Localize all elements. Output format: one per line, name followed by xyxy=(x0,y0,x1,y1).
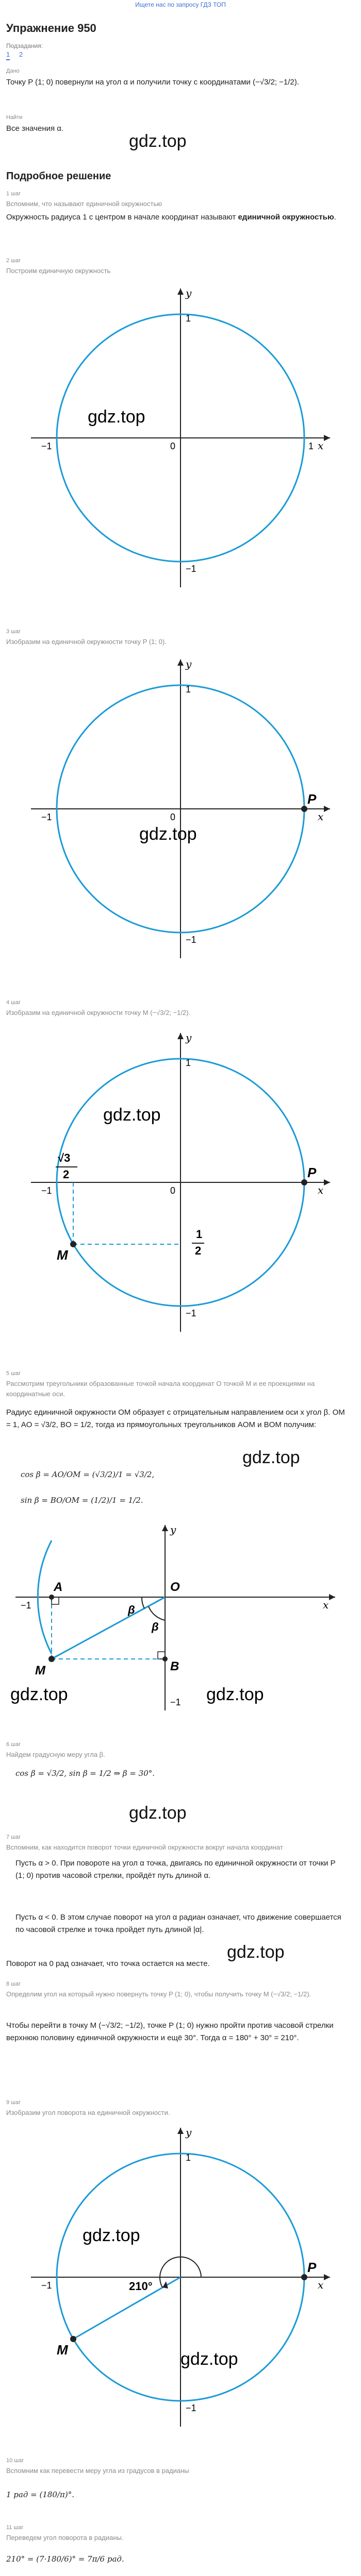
point-p-label: P xyxy=(307,1165,317,1180)
point-m-label: M xyxy=(57,1247,68,1263)
y-label: y xyxy=(186,287,192,299)
point-p-label: P xyxy=(307,2260,317,2275)
watermark: gdz.top xyxy=(129,131,187,151)
step-note: Переведем угол поворота в радианы. xyxy=(6,2534,124,2541)
step-text-bold: единичной окружностью xyxy=(238,213,334,222)
top-banner[interactable]: Ищете нас по запросу ГДЗ ТОП xyxy=(135,1,226,8)
x-axis-arrow-icon xyxy=(329,1594,335,1600)
y-one-label: 1 xyxy=(186,684,191,694)
origin-label: 0 xyxy=(170,441,176,451)
point-m xyxy=(70,1241,76,1247)
step-label: 9 шаг xyxy=(6,2099,21,2106)
solution-title: Подробное решение xyxy=(6,171,111,182)
x-axis-arrow-icon xyxy=(324,435,330,441)
y-label: y xyxy=(170,1523,176,1536)
x-label: x xyxy=(318,2279,324,2291)
y-one-label: 1 xyxy=(186,1058,191,1068)
watermark: gdz.top xyxy=(129,1803,187,1823)
step-text: Чтобы перейти в точку M (−√3/2; −1/2), точке P (1; 0) нужно пройти против часовой стрелки верхнюю половину единичной окружности и ещё 30°. Тогда α = 180° + 30° = 210°. xyxy=(6,2021,334,2042)
x-axis-arrow-icon xyxy=(324,2274,330,2280)
step-label: 3 шаг xyxy=(6,629,21,635)
x-label: x xyxy=(323,1599,329,1611)
bullet-zero: Поворот на 0 рад означает, что точка остается на месте. xyxy=(6,1959,210,1968)
point-a-label: A xyxy=(54,1580,63,1594)
y-minus-one-label: −1 xyxy=(186,2403,196,2413)
angle-beta-arc xyxy=(142,1597,144,1608)
step-text-post: . xyxy=(334,213,336,222)
point-p xyxy=(301,2274,307,2280)
step-note: Вспомним, как находится поворот точки единичной окружности вокруг начала координат xyxy=(6,1843,283,1851)
point-m xyxy=(48,1656,55,1662)
x-minus-one-label: −1 xyxy=(41,441,52,451)
x-minus-one-label: −1 xyxy=(41,2280,52,2291)
y-minus-one-label: −1 xyxy=(170,1697,181,1707)
x-minus-one-label: −1 xyxy=(41,1185,52,1196)
y-one-label: 1 xyxy=(186,2153,191,2163)
step-label: 10 шаг xyxy=(6,2458,24,2464)
sqrt3-denominator: 2 xyxy=(63,1168,70,1181)
watermark: gdz.top xyxy=(88,407,145,427)
y-one-label: 1 xyxy=(186,313,191,324)
angle-beta-arc-2 xyxy=(149,1606,165,1620)
x-one-label: 1 xyxy=(308,441,314,451)
point-p xyxy=(301,1179,307,1185)
step-note: Вспомним, что называют единичной окружностью xyxy=(6,200,162,208)
point-m xyxy=(70,2336,76,2342)
step-label: 5 шаг xyxy=(6,1370,21,1377)
watermark: gdz.top xyxy=(103,1105,161,1125)
subtasks-nav xyxy=(6,50,30,60)
origin-label: 0 xyxy=(170,1185,176,1196)
x-label: x xyxy=(318,1184,324,1196)
step-note: Рассмотрим треугольники образованные точкой начала координат O точкой M и ее проекциями на координатные оси. xyxy=(6,1380,315,1398)
x-minus-one-label: −1 xyxy=(41,812,52,822)
step-label: 1 шаг xyxy=(6,191,21,197)
watermark: gdz.top xyxy=(180,2349,238,2369)
unit-circle-diagram-4 xyxy=(26,2123,335,2432)
step-note: Найдем градусную меру угла β. xyxy=(6,1751,105,1758)
step-note: Изобразим на единичной окружности точку P (1; 0). xyxy=(6,638,167,646)
unit-circle-diagram-1 xyxy=(26,283,335,592)
point-b-label: B xyxy=(170,1659,179,1673)
y-axis-arrow-icon xyxy=(177,2128,184,2134)
point-p-label: P xyxy=(307,791,317,807)
equation-beta: cos β = √3/2, sin β = 1/2 ⇒ β = 30°. xyxy=(15,1769,155,1778)
step-label: 11 шаг xyxy=(6,2524,24,2531)
bullet-negative: Пусть α < 0. В этом случае поворот на угол α радиан означает, что движение совершается по часовой стрелке и точка пройдет путь длиной |α|. xyxy=(15,1913,341,1934)
subtask-tab-1[interactable]: 1 xyxy=(6,50,10,60)
step-label: 8 шаг xyxy=(6,1981,21,1987)
angle-label: 210° xyxy=(129,2280,153,2293)
y-label: y xyxy=(186,1031,192,1044)
step-note: Изобразим на единичной окружности точку M (−√3/2; −1/2). xyxy=(6,1009,191,1016)
y-label: y xyxy=(186,2126,192,2139)
step-text xyxy=(6,211,347,224)
task-label: Дано xyxy=(6,68,20,74)
half-numerator: 1 xyxy=(196,1228,203,1241)
y-axis-arrow-icon xyxy=(162,1525,168,1531)
point-o-label: O xyxy=(170,1580,180,1594)
y-minus-one-label: −1 xyxy=(186,935,196,945)
watermark: gdz.top xyxy=(83,2226,140,2245)
step-note: Изобразим угол поворота на единичной окружности. xyxy=(6,2109,170,2116)
y-axis-arrow-icon xyxy=(177,1033,184,1039)
x-label: x xyxy=(318,810,324,823)
bullet-positive: Пусть α > 0. При повороте на угол α точка, двигаясь по единичной окружности от точки P (1; 0) против часовой стрелки, пройдёт путь длиной α. xyxy=(15,1859,336,1880)
radius-om xyxy=(52,1597,165,1659)
unit-circle-diagram-3 xyxy=(26,1028,335,1337)
beta-label: β xyxy=(128,1603,135,1616)
watermark: gdz.top xyxy=(10,1685,68,1704)
equation-convert: 210° = (7·180/6)° = 7π/6 рад. xyxy=(6,2554,124,2564)
unit-circle-diagram-2 xyxy=(26,654,335,963)
step-text: Радиус единичной окружности OM образует с отрицательным направлением оси x угол β. OM = 1, AO = √3/2, BO = 1/2, тогда из прямоугольных треугольников AOM и BOM получим: xyxy=(6,1408,345,1429)
x-axis-arrow-icon xyxy=(324,1179,330,1185)
task-text: Точку P (1; 0) повернули на угол α и получили точку с координатами (−√3/2; −1/2). xyxy=(6,78,299,87)
beta-label-2: β xyxy=(152,1620,159,1633)
y-minus-one-label: −1 xyxy=(186,564,196,574)
point-m-label: M xyxy=(35,1664,45,1677)
find-text: Все значения α. xyxy=(6,124,64,133)
triangle-diagram xyxy=(10,1520,340,1716)
y-axis-arrow-icon xyxy=(177,659,184,666)
subtasks-label: Подзадания: xyxy=(6,42,43,49)
x-minus-one-label: −1 xyxy=(21,1600,31,1611)
step-note: Построим единичную окружность xyxy=(6,267,111,275)
equation-cos: cos β = AO/OM = (√3/2)/1 = √3/2, xyxy=(21,1470,155,1479)
step-note: Определим угол на который нужно повернуть точку P (1; 0), чтобы получить точку M (−√3/2; −1/2). xyxy=(6,1990,311,1998)
y-minus-one-label: −1 xyxy=(186,1308,196,1318)
page-title: Упражнение 950 xyxy=(6,22,96,35)
x-axis-arrow-icon xyxy=(324,806,330,812)
watermark: gdz.top xyxy=(227,1942,285,1962)
y-label: y xyxy=(186,658,192,670)
step-text-pre: Окружность радиуса 1 с центром в начале координат называют xyxy=(6,213,238,222)
subtask-tab-2[interactable]: 2 xyxy=(19,50,23,58)
point-a xyxy=(49,1595,54,1600)
point-p xyxy=(301,806,307,812)
point-b xyxy=(162,1656,168,1662)
step-label: 6 шаг xyxy=(6,1741,21,1748)
origin-label: 0 xyxy=(170,812,176,822)
watermark: gdz.top xyxy=(206,1685,264,1704)
x-label: x xyxy=(318,439,324,452)
point-m-label: M xyxy=(57,2342,68,2358)
equation-sin: sin β = BO/OM = (1/2)/1 = 1/2. xyxy=(21,1496,143,1505)
watermark: gdz.top xyxy=(139,824,197,844)
step-label: 4 шаг xyxy=(6,999,21,1006)
step-label: 7 шаг xyxy=(6,1834,21,1840)
step-note: Вспомним как перевести меру угла из градусов в радианы xyxy=(6,2467,189,2475)
y-axis-arrow-icon xyxy=(177,289,184,295)
half-denominator: 2 xyxy=(195,1244,202,1257)
equation-radian: 1 рад = (180/π)°. xyxy=(6,2490,74,2499)
step-label: 2 шаг xyxy=(6,258,21,264)
find-label: Найти xyxy=(6,114,23,121)
watermark: gdz.top xyxy=(242,1448,300,1467)
sqrt3-numerator: √3 xyxy=(58,1151,71,1164)
